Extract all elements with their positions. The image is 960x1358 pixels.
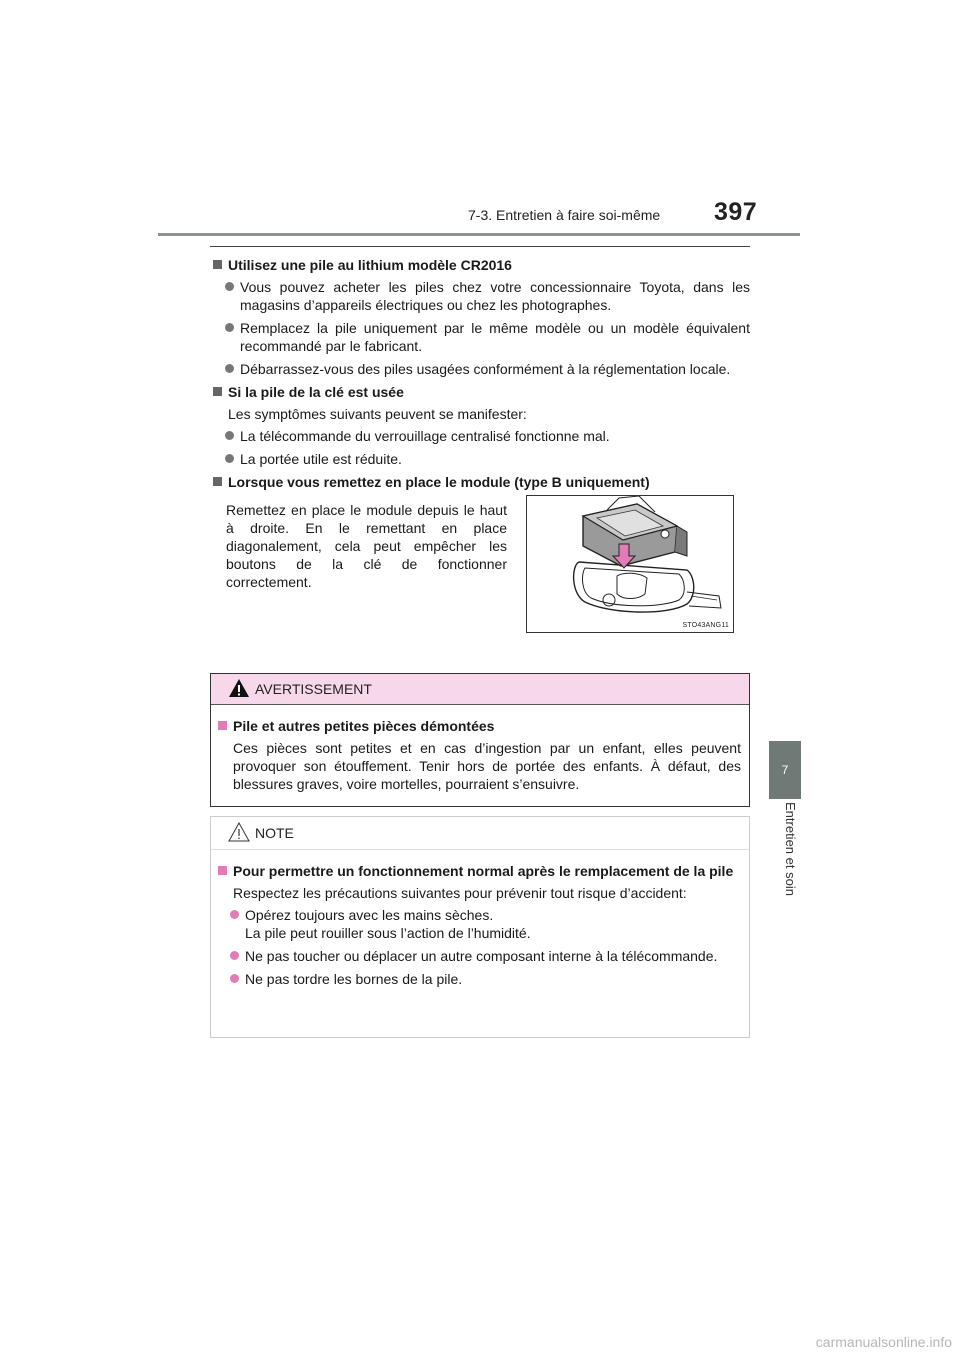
section-title: 7-3. Entretien à faire soi-même [468,207,661,223]
warning-text: Ces pièces sont petites et en cas d’ingestion par un enfant, elles peuvent provoquer son étouffement. Tenir hors de portée des enfants. À défaut, des blessures graves, voire mortelles, pourraient s’ensuivre. [233,740,741,792]
divider [210,246,750,247]
list-item: La portée utile est réduite. [225,450,750,468]
section-heading-module: Lorsque vous remettez en place le module (type B uniquement) [210,473,750,491]
list-item: Débarrassez-vous des piles usagées conformément à la réglementation locale. [225,360,750,378]
chapter-tab[interactable]: 7 [769,741,801,799]
dot-bullet-icon [225,431,234,440]
list-item: La télécommande du verrouillage centralisé fonctionne mal. [225,427,750,445]
warning-heading: Pile et autres petites pièces démontées [215,717,741,735]
note-body [211,850,749,988]
watermark[interactable]: carmanualsonline.info [815,1334,952,1350]
dot-bullet-icon [225,364,234,373]
section-intro: Les symptômes suivants peuvent se manifester: [228,406,527,422]
square-bullet-icon [218,721,227,730]
dot-bullet-icon [225,454,234,463]
warning-body [211,705,749,793]
note-box [210,816,750,1038]
section-heading-worn: Si la pile de la clé est usée [210,383,750,401]
page-number: 397 [714,198,758,226]
list-item: Vous pouvez acheter les piles chez votre concessionnaire Toyota, dans les magasins d’appareils électriques ou chez les photographes. [225,278,750,314]
figure-code: STO43ANG11 [682,622,729,629]
note-triangle-icon [228,822,250,847]
key-module-drawing [527,496,733,632]
dot-bullet-icon [230,974,239,983]
list-item: Remplacez la pile uniquement par le même modèle ou un modèle équivalent recommandé par le fabricant. [225,319,750,355]
main-content [210,256,750,645]
module-instructions: Remettez en place le module depuis le haut à droite. En le remettant en place diagonalement, cela peut empêcher les boutons de la clé de fonctionner correctement. [226,502,507,590]
square-bullet-icon [213,387,222,396]
note-heading: Pour permettre un fonctionnement normal après le remplacement de la pile [215,862,743,880]
chapter-label: Entretien et soin [783,802,798,896]
dot-bullet-icon [225,282,234,291]
note-title: NOTE [255,825,294,841]
square-bullet-icon [213,477,222,486]
warning-box [210,673,750,807]
square-bullet-icon [218,866,227,875]
dot-bullet-icon [225,323,234,332]
warning-triangle-icon [228,678,250,703]
dot-bullet-icon [230,910,239,919]
note-intro: Respectez les précautions suivantes pour prévenir tout risque d’accident: [233,885,687,901]
module-section [210,495,750,645]
list-item: Opérez toujours avec les mains sèches. La pile peut rouiller sous l’action de l’humidité. [230,906,743,942]
warning-title: AVERTISSEMENT [255,681,372,697]
dot-bullet-icon [230,951,239,960]
square-bullet-icon [213,260,222,269]
list-item: Ne pas toucher ou déplacer un autre composant interne à la télécommande. [230,947,743,965]
warning-header [211,674,749,705]
header-rule [158,233,800,236]
list-item: Ne pas tordre les bornes de la pile. [230,970,743,988]
note-header [211,817,749,850]
section-heading-battery: Utilisez une pile au lithium modèle CR2016 [210,256,750,274]
key-module-illustration [526,495,734,633]
